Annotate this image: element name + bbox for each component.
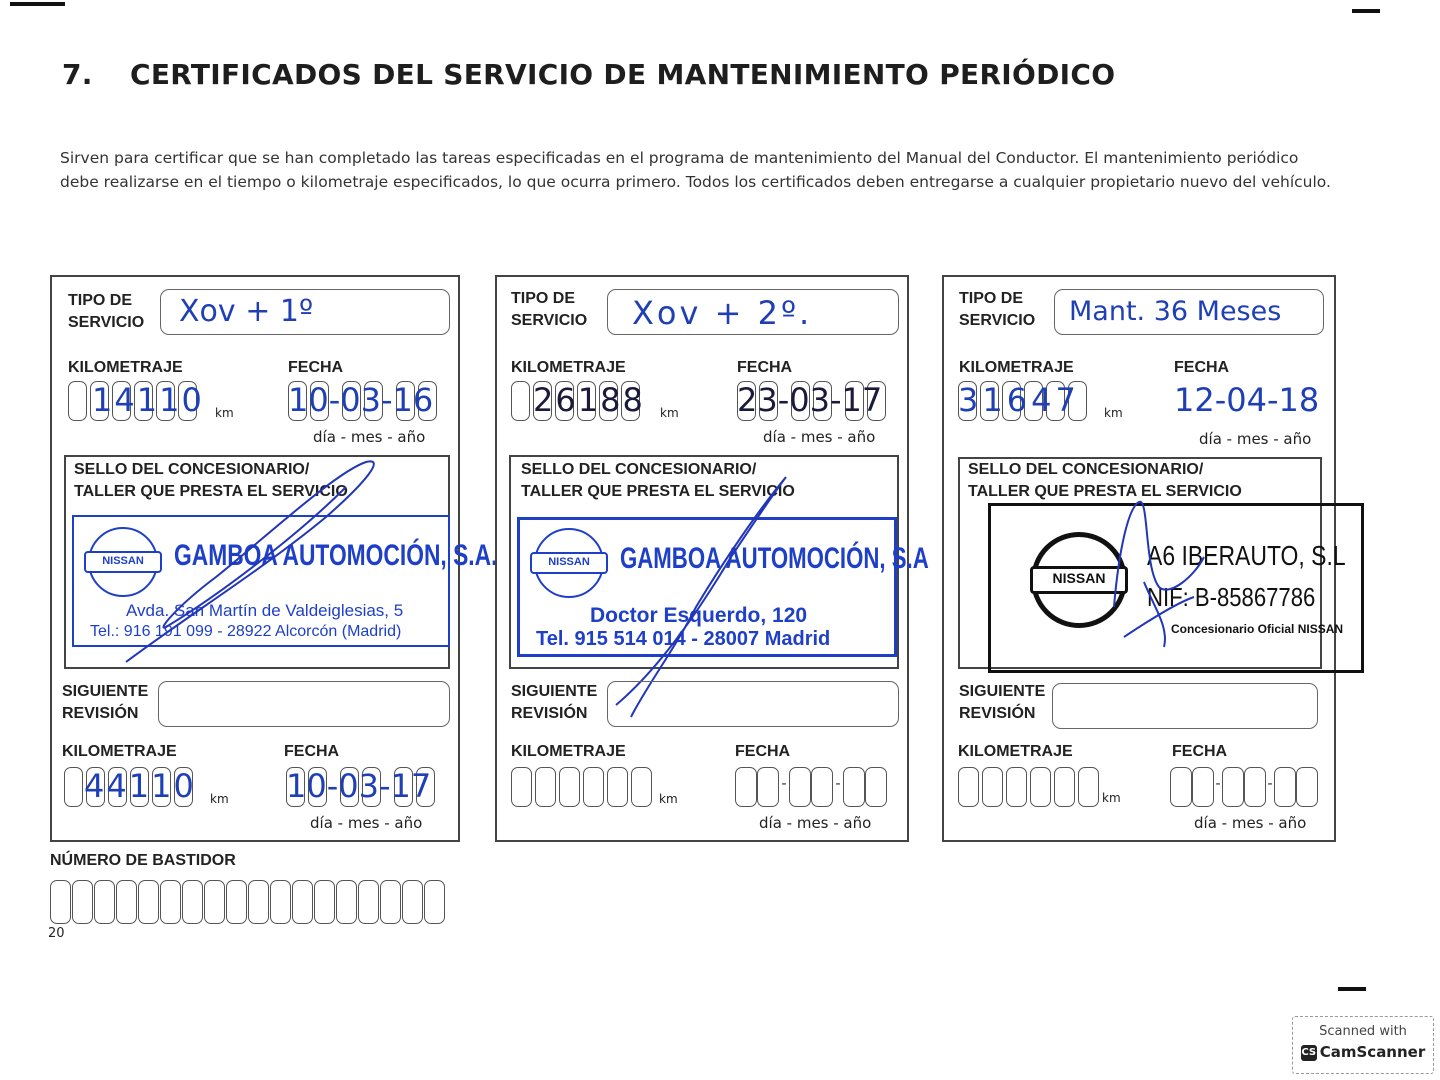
sello-label: SELLO DEL CONCESIONARIO/ TALLER QUE PRESTA EL SERVICIO: [521, 461, 795, 500]
fecha-value: 10-03-16: [288, 381, 434, 419]
vin-boxes[interactable]: [50, 880, 445, 924]
siguiente-revision-label: SIGUIENTE REVISIÓN: [959, 683, 1046, 722]
siguiente-revision-label: SIGUIENTE REVISIÓN: [62, 683, 149, 722]
siguiente-kilometraje-boxes[interactable]: [958, 767, 1099, 807]
nissan-logo-text: NISSAN: [1030, 566, 1128, 594]
kilometraje-value: 31647: [958, 381, 1080, 419]
scan-edge-top-right: [1352, 9, 1380, 13]
camscanner-icon: CS: [1301, 1045, 1317, 1061]
tipo-servicio-label: TIPO DE SERVICIO: [68, 292, 145, 331]
siguiente-revision-field[interactable]: [158, 681, 450, 727]
fecha-label: FECHA: [737, 359, 793, 376]
tipo-servicio-label: TIPO DE SERVICIO: [959, 290, 1036, 329]
km-unit: km: [659, 792, 678, 806]
watermark-line2: CS CamScanner: [1301, 1043, 1426, 1061]
watermark-line1: Scanned with: [1319, 1024, 1407, 1039]
km-unit: km: [1104, 406, 1123, 420]
tipo-servicio-label: TIPO DE SERVICIO: [511, 290, 588, 329]
siguiente-fecha-boxes[interactable]: [735, 767, 887, 807]
dealer-name: GAMBOA AUTOMOCIÓN, S.A: [620, 542, 929, 575]
kilometraje-label: KILOMETRAJE: [68, 359, 183, 376]
section-title-text: CERTIFICADOS DEL SERVICIO DE MANTENIMIENTO PERIÓDICO: [130, 58, 1116, 91]
kilometraje-label: KILOMETRAJE: [511, 359, 626, 376]
km-unit: km: [210, 792, 229, 806]
km-unit: km: [1102, 791, 1121, 805]
dealer-address: Doctor Esquerdo, 120: [590, 604, 808, 627]
dealer-name: A6 IBERAUTO, S.L: [1147, 540, 1346, 571]
intro-paragraph: Sirven para certificar que se han completado las tareas especificadas en el programa de mantenimiento del Manual del Conductor. El mantenimiento periódico debe realizarse en el tiempo o kilometraje especificados, lo que ocurra primero. Todos los certificados deben entregarse a cualquier propietario nuevo del vehículo.: [60, 149, 1331, 191]
date-separator: -: [781, 776, 787, 792]
tipo-servicio-field[interactable]: [1054, 289, 1324, 335]
stamp-area: [509, 455, 929, 669]
fecha-label: FECHA: [1174, 359, 1230, 376]
dia-mes-anio-label: día - mes - año: [313, 428, 426, 446]
siguiente-fecha-value: 10-03-17: [286, 767, 432, 805]
date-separator: -: [1215, 776, 1221, 792]
date-separator: -: [1267, 776, 1273, 792]
dia-mes-anio-label: día - mes - año: [1199, 430, 1312, 448]
dia-mes-anio-label: día - mes - año: [310, 814, 423, 832]
siguiente-revision-field[interactable]: [607, 681, 899, 727]
tipo-servicio-field[interactable]: [607, 289, 899, 335]
sello-label: SELLO DEL CONCESIONARIO/ TALLER QUE PRESTA EL SERVICIO: [74, 461, 348, 500]
siguiente-kilometraje-value: 44110: [84, 767, 196, 805]
kilometraje-value: 26188: [533, 381, 645, 419]
date-separator: -: [835, 776, 841, 792]
signature: [66, 457, 452, 671]
fecha-label: FECHA: [288, 359, 344, 376]
siguiente-fecha-label: FECHA: [284, 743, 340, 760]
siguiente-kilometraje-boxes[interactable]: [511, 767, 652, 807]
numero-bastidor-label: NÚMERO DE BASTIDOR: [50, 852, 236, 869]
siguiente-kilometraje-label: KILOMETRAJE: [958, 743, 1073, 760]
dealer-phone: Tel.: 916 191 099 - 28922 Alcorcón (Madrid): [90, 623, 402, 640]
scan-edge-top-left: [10, 2, 65, 6]
dealer-name: GAMBOA AUTOMOCIÓN, S.A.: [174, 539, 498, 572]
siguiente-fecha-label: FECHA: [735, 743, 791, 760]
siguiente-fecha-boxes[interactable]: [1170, 767, 1318, 807]
service-certificate-2: [495, 275, 929, 842]
siguiente-revision-label: SIGUIENTE REVISIÓN: [511, 683, 598, 722]
sello-label: SELLO DEL CONCESIONARIO/ TALLER QUE PRESTA EL SERVICIO: [968, 461, 1242, 500]
nissan-logo-text: NISSAN: [84, 551, 162, 573]
stamp-area: [64, 455, 498, 669]
service-certificate-3: [942, 275, 1346, 842]
page-number: 20: [48, 926, 65, 941]
signature: [1084, 487, 1224, 657]
kilometraje-value: 14110: [92, 381, 204, 419]
tipo-servicio-value: Xov + 1º: [179, 294, 314, 329]
km-unit: km: [660, 406, 679, 420]
km-unit: km: [215, 406, 234, 420]
siguiente-kilometraje-label: KILOMETRAJE: [511, 743, 626, 760]
fecha-value: 12-04-18: [1174, 381, 1320, 419]
siguiente-fecha-label: FECHA: [1172, 743, 1228, 760]
fecha-value: 23-03-17: [737, 381, 883, 419]
scan-edge-bottom-right: [1338, 987, 1366, 991]
dia-mes-anio-label: día - mes - año: [759, 814, 872, 832]
section-title: [62, 58, 1115, 91]
dealer-address: Avda. San Martín de Valdeiglesias, 5: [126, 601, 404, 620]
dealer-nif: NIF: B-85867786: [1147, 582, 1316, 612]
tipo-servicio-field[interactable]: [160, 289, 450, 335]
kilometraje-label: KILOMETRAJE: [959, 359, 1074, 376]
siguiente-revision-field[interactable]: [1052, 683, 1318, 729]
section-number: 7.: [62, 58, 93, 91]
dealer-phone: Tel. 915 514 014 - 28007 Madrid: [536, 628, 831, 650]
nissan-logo-text: NISSAN: [530, 552, 608, 574]
dealer-official: Concesionario Oficial NISSAN: [1171, 622, 1344, 636]
service-certificate-1: [50, 275, 498, 842]
dia-mes-anio-label: día - mes - año: [1194, 814, 1307, 832]
dia-mes-anio-label: día - mes - año: [763, 428, 876, 446]
tipo-servicio-value: Mant. 36 Meses: [1069, 296, 1282, 327]
siguiente-kilometraje-label: KILOMETRAJE: [62, 743, 177, 760]
camscanner-watermark: [1292, 1016, 1434, 1074]
tipo-servicio-value: Xov + 2º.: [632, 294, 813, 332]
